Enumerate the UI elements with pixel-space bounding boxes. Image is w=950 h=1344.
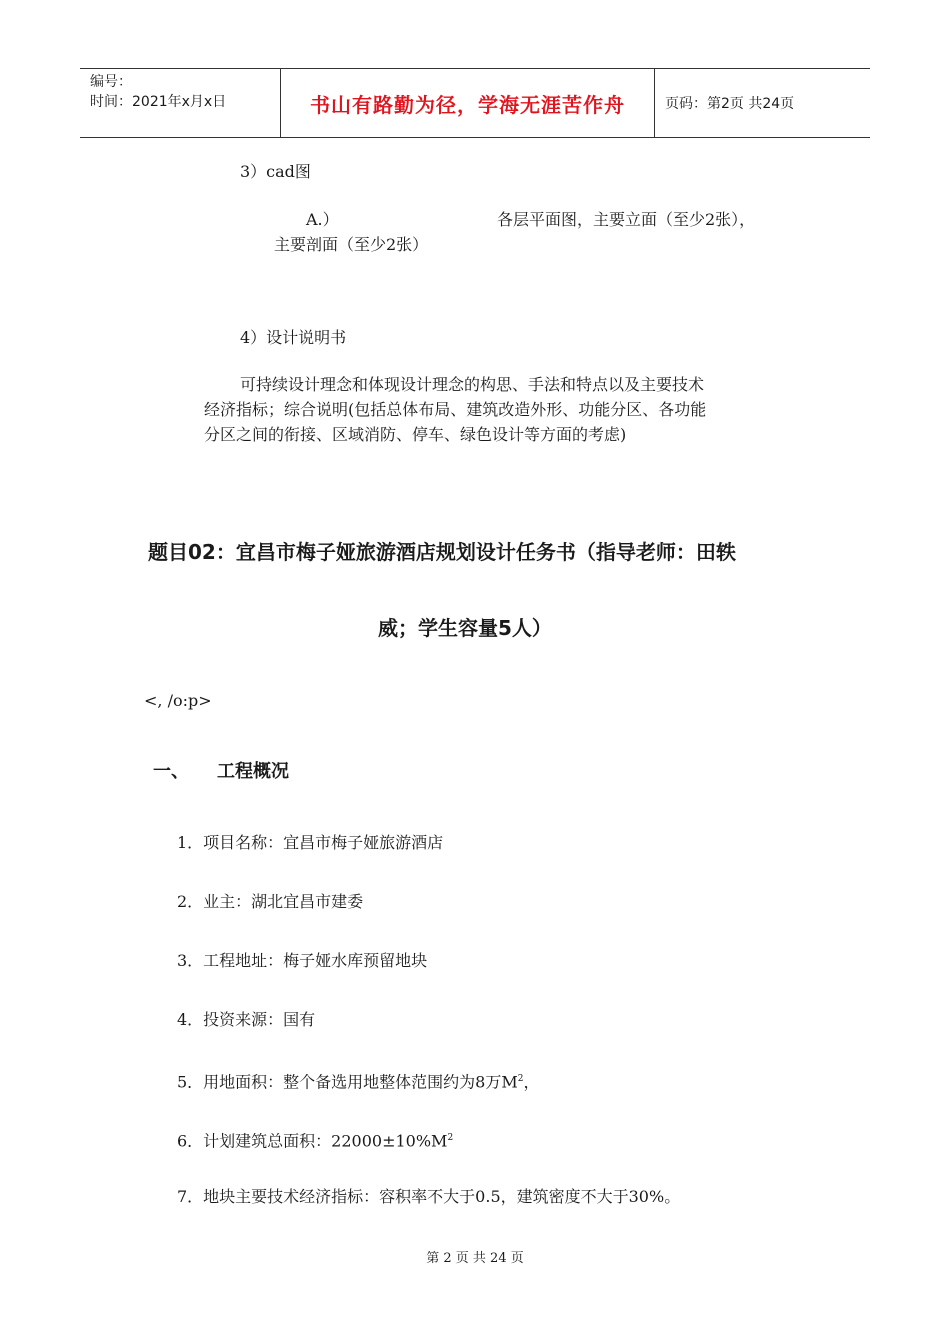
header-meta	[80, 69, 281, 137]
cad-a-text-cont: 主要剖面（至少2张）	[274, 235, 429, 254]
page-footer: 第 2 页 共 24 页	[426, 1251, 524, 1266]
cad-title: 3）cad图	[240, 162, 311, 181]
list-item-text: 5．用地面积：整个备选用地整体范围约为8万M	[177, 1072, 518, 1092]
stray-markup-text: <, /o:p>	[144, 691, 212, 710]
page-header	[80, 68, 870, 138]
time-label: 时间：2021年x月x日	[90, 94, 227, 110]
superscript: 2	[447, 1133, 454, 1143]
list-item: 2．业主：湖北宜昌市建委	[177, 892, 364, 911]
number-label: 编号：	[90, 74, 132, 90]
list-item: 7．地块主要技术经济指标：容积率不大于0.5，建筑密度不大于30%。	[177, 1187, 681, 1206]
list-item: 4．投资来源：国有	[177, 1010, 316, 1029]
cad-a-label: A.）	[306, 210, 339, 229]
topic-title-line2: 威；学生容量5人）	[378, 616, 552, 640]
cad-a-text: 各层平面图，主要立面（至少2张），	[497, 210, 756, 229]
list-item	[177, 1126, 453, 1153]
list-item: 1．项目名称：宜昌市梅子娅旅游酒店	[177, 833, 444, 852]
design-doc-line2: 经济指标；综合说明(包括总体布局、建筑改造外形、功能分区、各功能	[204, 400, 707, 419]
section1-number: 一、	[153, 761, 189, 782]
list-item: 3．工程地址：梅子娅水库预留地块	[177, 951, 428, 970]
list-item-text: 6．计划建筑总面积：22000±10%M	[177, 1131, 448, 1151]
design-doc-line3: 分区之间的衔接、区域消防、停车、绿色设计等方面的考虑)	[204, 425, 627, 444]
superscript: 2	[517, 1074, 524, 1084]
list-item-tail: ，	[523, 1072, 540, 1092]
list-item	[177, 1067, 540, 1094]
design-doc-title: 4）设计说明书	[240, 328, 347, 347]
motto: 书山有路勤为径，学海无涯苦作舟	[310, 92, 625, 117]
header-motto-cell	[281, 69, 655, 137]
section1-title: 工程概况	[217, 761, 289, 782]
page-info: 页码：第2页 共24页	[665, 96, 795, 112]
design-doc-line1: 可持续设计理念和体现设计理念的构思、手法和特点以及主要技术	[240, 375, 705, 394]
topic-title-line1: 题目02：宜昌市梅子娅旅游酒店规划设计任务书（指导老师：田轶	[148, 540, 736, 564]
